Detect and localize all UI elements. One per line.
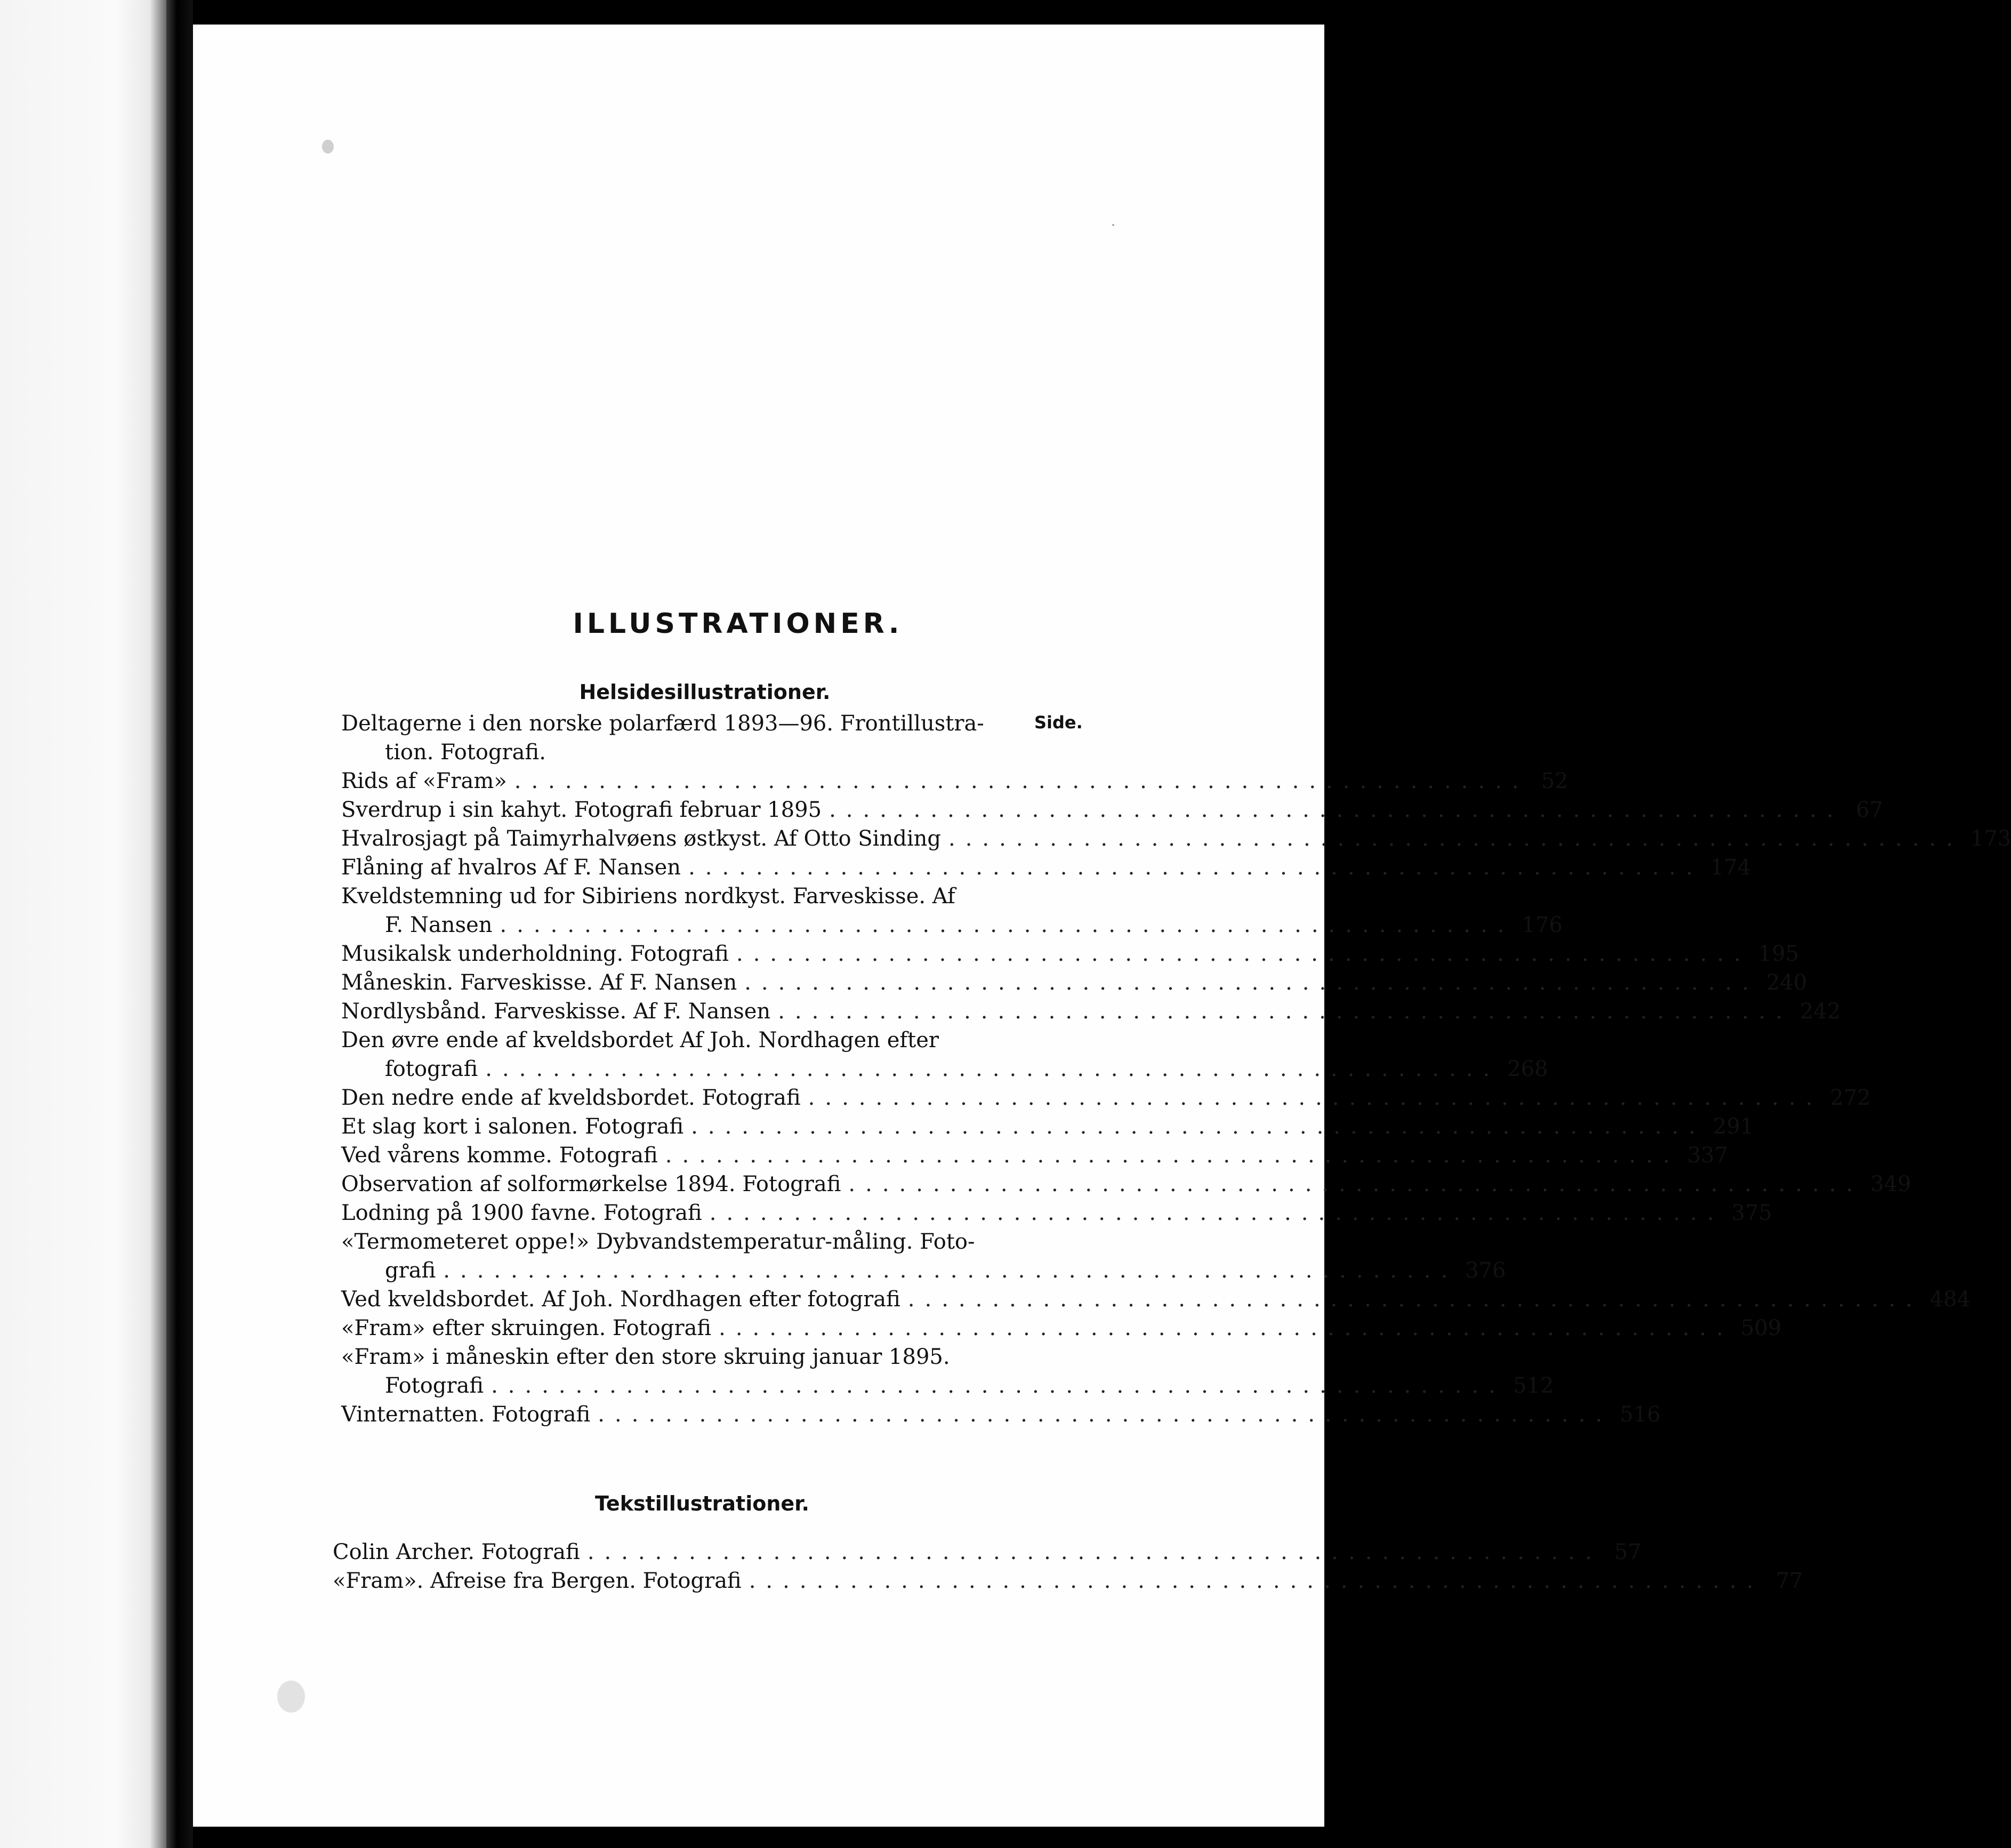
entry-line (341, 1112, 1754, 1141)
entry-line (341, 853, 1751, 882)
dot-leader: ............................................................ (709, 1201, 1724, 1225)
entry-line (333, 1566, 1803, 1595)
page-number: 240 (1766, 970, 1807, 995)
page-number: 173 (1970, 826, 2011, 851)
entry-line (341, 1199, 1772, 1227)
dot-leader: ............................................................ (485, 1057, 1500, 1081)
entry-title: Deltagerne i den norske polarfærd 1893—96. Frontillustra- (341, 711, 984, 736)
dot-leader: ............................................................ (719, 1316, 1733, 1340)
page-number: 195 (1758, 942, 1799, 966)
dot-leader: ............................................................ (829, 798, 1844, 822)
entry-line (341, 911, 1563, 939)
page-number: 512 (1513, 1373, 1554, 1398)
dot-leader: ............................................................ (587, 1540, 1602, 1564)
dot-leader: ............................................................ (598, 1402, 1613, 1427)
dot-leader: ............................................................ (749, 1569, 1764, 1593)
section-title-text: Tekstillustrationer. (595, 1492, 809, 1515)
page (193, 25, 2011, 1827)
dot-leader: ............................................................ (907, 1287, 1922, 1312)
entry-title: «Fram» i måneskin efter den store skruing januar 1895. (341, 1345, 950, 1369)
entry-title: «Fram». Afreise fra Bergen. Fotografi (333, 1569, 742, 1593)
page-number: 242 (1800, 999, 1841, 1024)
entry-title: tion. Fotografi. (385, 740, 546, 765)
entry-title: grafi (385, 1258, 436, 1283)
entry-title: Måneskin. Farveskisse. Af F. Nansen (341, 970, 737, 995)
entry-line (341, 709, 1085, 738)
page-number: 268 (1507, 1057, 1548, 1081)
dot-leader: ............................................................ (848, 1172, 1863, 1196)
facing-page-edge (0, 0, 166, 1848)
page-number: 52 (1541, 769, 1568, 793)
page-number: 484 (1929, 1287, 1971, 1312)
dot-leader: ............................................................ (691, 1114, 1706, 1139)
page-number: 57 (1614, 1540, 1642, 1564)
page-number: 77 (1775, 1569, 1803, 1593)
page-number: 509 (1741, 1316, 1782, 1340)
entry-line (341, 824, 2011, 853)
paper-speck (1112, 224, 1114, 226)
entry-title: Colin Archer. Fotografi (333, 1540, 580, 1564)
page-number: 272 (1830, 1086, 1871, 1110)
entry-title: Musikalsk underholdning. Fotografi (341, 942, 729, 966)
entry-title: Den nedre ende af kveldsbordet. Fotografi (341, 1086, 801, 1110)
entry-title: Ved kveldsbordet. Af Joh. Nordhagen efter fotografi (341, 1287, 900, 1312)
page-number: 337 (1687, 1143, 1728, 1168)
dot-leader: ............................................................ (744, 970, 1759, 995)
page-title: ILLUSTRATIONER. (573, 608, 903, 640)
section-title-full-page: Helsidesillustrationer. (579, 680, 831, 704)
dot-leader: ............................................................ (665, 1143, 1680, 1168)
entry-title: Hvalrosjagt på Taimyrhalvøens østkyst. Af Otto Sinding (341, 826, 941, 851)
dot-leader: ............................................................ (443, 1258, 1458, 1283)
entry-title: Ved vårens komme. Fotografi (341, 1143, 658, 1168)
entry-title: Kveldstemning ud for Sibiriens nordkyst. Farveskisse. Af (341, 884, 955, 909)
entry-line (341, 997, 1841, 1026)
entry-line (341, 1285, 1971, 1314)
entry-line (341, 738, 1085, 767)
dot-leader: ............................................................ (808, 1086, 1823, 1110)
entry-title: «Termometeret oppe!» Dybvandstemperatur-måling. Foto- (341, 1230, 975, 1254)
entry-line (341, 939, 1799, 968)
dot-leader: ............................................................ (514, 769, 1529, 793)
page-number: 349 (1870, 1172, 1911, 1196)
entry-line (341, 1256, 1506, 1285)
dot-leader: ............................................................ (948, 826, 1963, 851)
entry-title: Lodning på 1900 favne. Fotografi (341, 1201, 702, 1225)
entry-line (341, 1083, 1871, 1112)
entry-title: «Fram» efter skruingen. Fotografi (341, 1316, 712, 1340)
dot-leader: ............................................................ (778, 999, 1793, 1024)
dot-leader: ............................................................ (736, 942, 1751, 966)
book-gutter (166, 0, 193, 1848)
entry-title: Fotografi (385, 1373, 484, 1398)
page-number: 516 (1620, 1402, 1661, 1427)
entry-line (333, 1538, 1642, 1566)
entry-line (341, 1314, 1782, 1343)
dot-leader: ............................................................ (491, 1373, 1506, 1398)
paper-speck (322, 140, 334, 154)
entry-title: fotografi (385, 1057, 478, 1081)
entry-title: F. Nansen (385, 913, 493, 937)
entry-line (341, 882, 1085, 911)
entry-title: Vinternatten. Fotografi (341, 1402, 591, 1427)
entry-title: Observation af solformørkelse 1894. Fotografi (341, 1172, 841, 1196)
entry-title: Flåning af hvalros Af F. Nansen (341, 855, 681, 880)
entry-line (341, 1055, 1548, 1083)
entry-title: Rids af «Fram» (341, 769, 507, 793)
paper-speck (277, 1681, 305, 1713)
entry-line (341, 1400, 1661, 1429)
entry-line (341, 1371, 1554, 1400)
page-column-label: Side. (1034, 712, 1083, 733)
entry-title: Sverdrup i sin kahyt. Fotografi februar 1895 (341, 798, 822, 822)
entry-line (341, 968, 1807, 997)
entry-line (341, 767, 1568, 796)
entry-line (341, 1227, 1085, 1256)
dot-leader: ............................................................ (500, 913, 1515, 937)
entry-title: Den øvre ende af kveldsbordet Af Joh. Nordhagen efter (341, 1028, 939, 1052)
page-number: 176 (1522, 913, 1563, 937)
entry-line (341, 1026, 1085, 1055)
page-content (193, 25, 2011, 1827)
entry-title: Nordlysbånd. Farveskisse. Af F. Nansen (341, 999, 771, 1024)
page-number: 291 (1713, 1114, 1754, 1139)
dot-leader: ............................................................ (688, 855, 1703, 880)
entry-line (341, 1141, 1728, 1170)
entry-line (341, 1170, 1911, 1199)
page-number: 376 (1465, 1258, 1506, 1283)
page-number: 375 (1731, 1201, 1772, 1225)
page-number: 67 (1856, 798, 1883, 822)
entry-line (341, 796, 1883, 824)
page-number: 174 (1710, 855, 1751, 880)
entry-line (341, 1343, 1085, 1371)
entry-title: Et slag kort i salonen. Fotografi (341, 1114, 684, 1139)
